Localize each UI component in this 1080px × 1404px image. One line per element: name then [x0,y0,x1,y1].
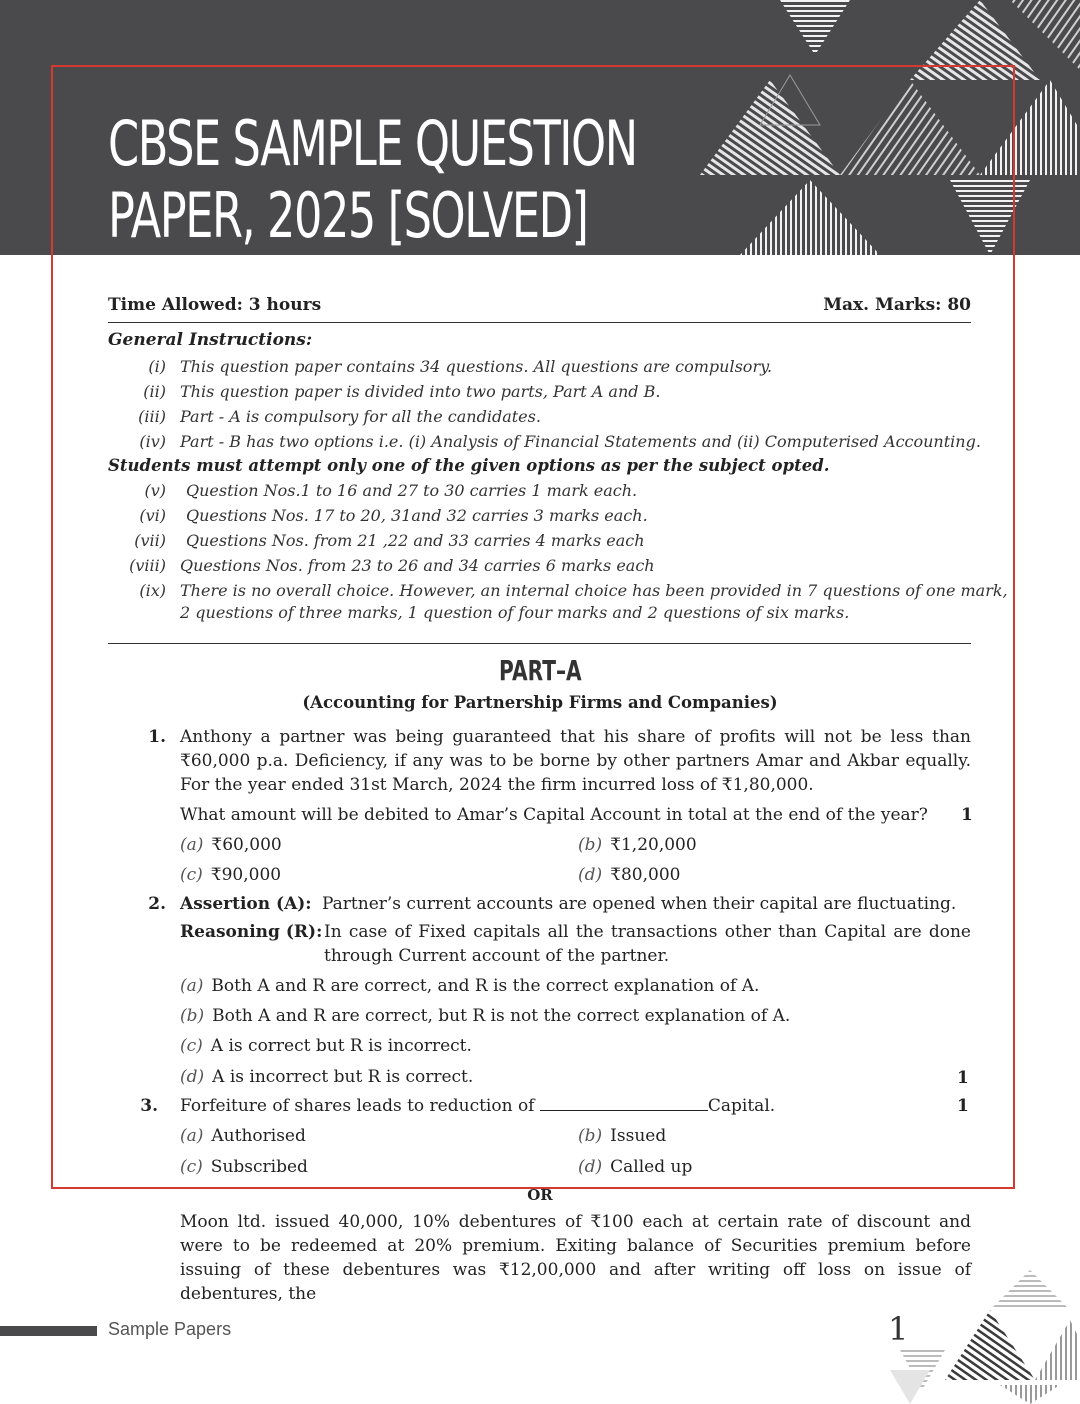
instruction-num: (v) [144,481,166,500]
option[interactable] [180,1006,790,1026]
instructions-heading: General Instructions: [108,330,313,350]
option-text: ₹1,20,000 [610,835,697,855]
option-text: ₹80,000 [610,865,681,885]
instruction-num: (i) [148,357,166,376]
instruction-num: (vi) [139,506,166,525]
alternative-question-text: Moon ltd. issued 40,000, 10% debentures of ₹100 each at certain rate of discount and were to be redeemed at 20% premium. Exiting balance of Securities premium before issuing of these debentures was ₹12,00,000 and after writing off loss on issue of debentures, the [180,1212,971,1304]
option-text: ₹60,000 [211,835,282,855]
option-text: ₹90,000 [210,865,282,885]
option-text: A is correct but R is incorrect. [210,1036,472,1056]
option-label: (d) [578,865,603,885]
assertion-text: Partner’s current accounts are opened when their capital are fluctuating. [322,894,957,914]
option[interactable] [180,1126,306,1146]
question-number: 1. [148,727,166,747]
option[interactable] [180,1157,308,1177]
option-text: Called up [610,1157,693,1177]
part-subtitle: (Accounting for Partnership Firms and Companies) [302,693,778,712]
instruction-text: Part - A is compulsory for all the candidates. [180,407,541,426]
option-label: (a) [180,835,204,855]
page-number: 1 [888,1310,909,1348]
instruction-text: Questions Nos. from 21 ,22 and 33 carries 4 marks each [186,531,645,550]
instruction-text: Questions Nos. from 23 to 26 and 34 carries 6 marks each [180,556,655,575]
reasoning-label: Reasoning (R): [180,922,323,942]
instruction-note: Students must attempt only one of the given options as per the subject opted. [108,456,830,475]
option-text: Both A and R are correct, but R is not the correct explanation of A. [212,1006,791,1026]
option[interactable] [180,976,759,996]
meta-row [108,295,971,315]
option-label: (b) [578,1126,603,1146]
instruction-item-continued [180,603,849,622]
question-marks: 1 [957,1068,969,1088]
max-marks: Max. Marks: 80 [823,295,971,315]
option-label: (a) [180,976,204,996]
option-text: Subscribed [210,1157,308,1177]
option-label: (c) [180,1157,203,1177]
option-label: (a) [180,1126,204,1146]
divider [108,322,971,323]
or-separator: OR [527,1186,553,1204]
option-text: Both A and R are correct, and R is the correct explanation of A. [211,976,760,996]
question-text-before: Forfeiture of shares leads to reduction of [180,1096,535,1116]
option[interactable] [578,835,697,855]
option[interactable] [180,865,281,885]
option-text: Issued [610,1126,667,1146]
question-text-after: Capital. [707,1096,776,1116]
option[interactable] [578,1126,666,1146]
instruction-text: Question Nos.1 to 16 and 27 to 30 carries 1 mark each. [186,481,638,500]
option-text: Authorised [211,1126,306,1146]
title-line-2: PAPER, 2025 [SOLVED] [108,179,588,252]
assertion-label: Assertion (A): [180,894,312,914]
option-label: (b) [578,835,603,855]
question-prompt: What amount will be debited to Amar’s Capital Account in total at the end of the year? [180,805,928,825]
footer-label: Sample Papers [108,1319,232,1339]
page-title [108,108,637,252]
instruction-num: (ix) [139,581,166,600]
question-text [180,1094,775,1118]
instruction-num: (iv) [139,432,166,451]
instruction-text: Questions Nos. 17 to 20, 31and 32 carries 3 marks each. [186,506,648,525]
option[interactable] [180,835,282,855]
question-text: Anthony a partner was being guaranteed that his share of profits will not be less than ₹60,000 p.a. Deficiency, if any was to be borne by other partners Amar and Akbar equally. For the year ended 31st March, 2024 the firm incurred loss of ₹1,80,000. [180,727,971,795]
instruction-text: This question paper is divided into two parts, Part A and B. [180,382,661,401]
instruction-text: 2 questions of three marks, 1 question of four marks and 2 questions of six marks. [180,603,850,622]
option[interactable] [180,1036,472,1056]
part-title: PART–A [498,654,582,687]
instruction-num: (vii) [134,531,166,550]
option-label: (b) [180,1006,205,1026]
option-text: A is incorrect but R is correct. [212,1067,474,1087]
question-number: 2. [148,894,166,914]
option-label: (d) [578,1157,603,1177]
footer-bar [0,1326,97,1336]
question-marks: 1 [957,1096,969,1116]
instruction-text: Part - B has two options i.e. (i) Analysis of Financial Statements and (ii) Computerised Accounting. [180,432,981,451]
reasoning-text: In case of Fixed capitals all the transactions other than Capital are done through Current account of the partner. [324,922,971,966]
option-label: (c) [180,1036,203,1056]
geometric-pattern-decoration [680,0,1080,255]
instruction-text: There is no overall choice. However, an internal choice has been provided in 7 questions of one mark, [180,581,1008,600]
instruction-num: (viii) [129,556,166,575]
divider [108,643,971,644]
instruction-num: (ii) [143,382,166,401]
instruction-text: This question paper contains 34 questions. All questions are compulsory. [180,357,773,376]
question-number: 3. [140,1096,158,1116]
option-label: (c) [180,865,203,885]
footer-geometric-decoration [890,1270,1080,1404]
time-allowed: Time Allowed: 3 hours [108,295,322,315]
fill-in-blank [540,1096,708,1111]
title-line-1: CBSE SAMPLE QUESTION [108,107,637,180]
option[interactable] [578,865,680,885]
option[interactable] [578,1157,692,1177]
option[interactable] [180,1067,473,1087]
question-marks: 1 [961,805,973,825]
instruction-num: (iii) [138,407,166,426]
option-label: (d) [180,1067,205,1087]
